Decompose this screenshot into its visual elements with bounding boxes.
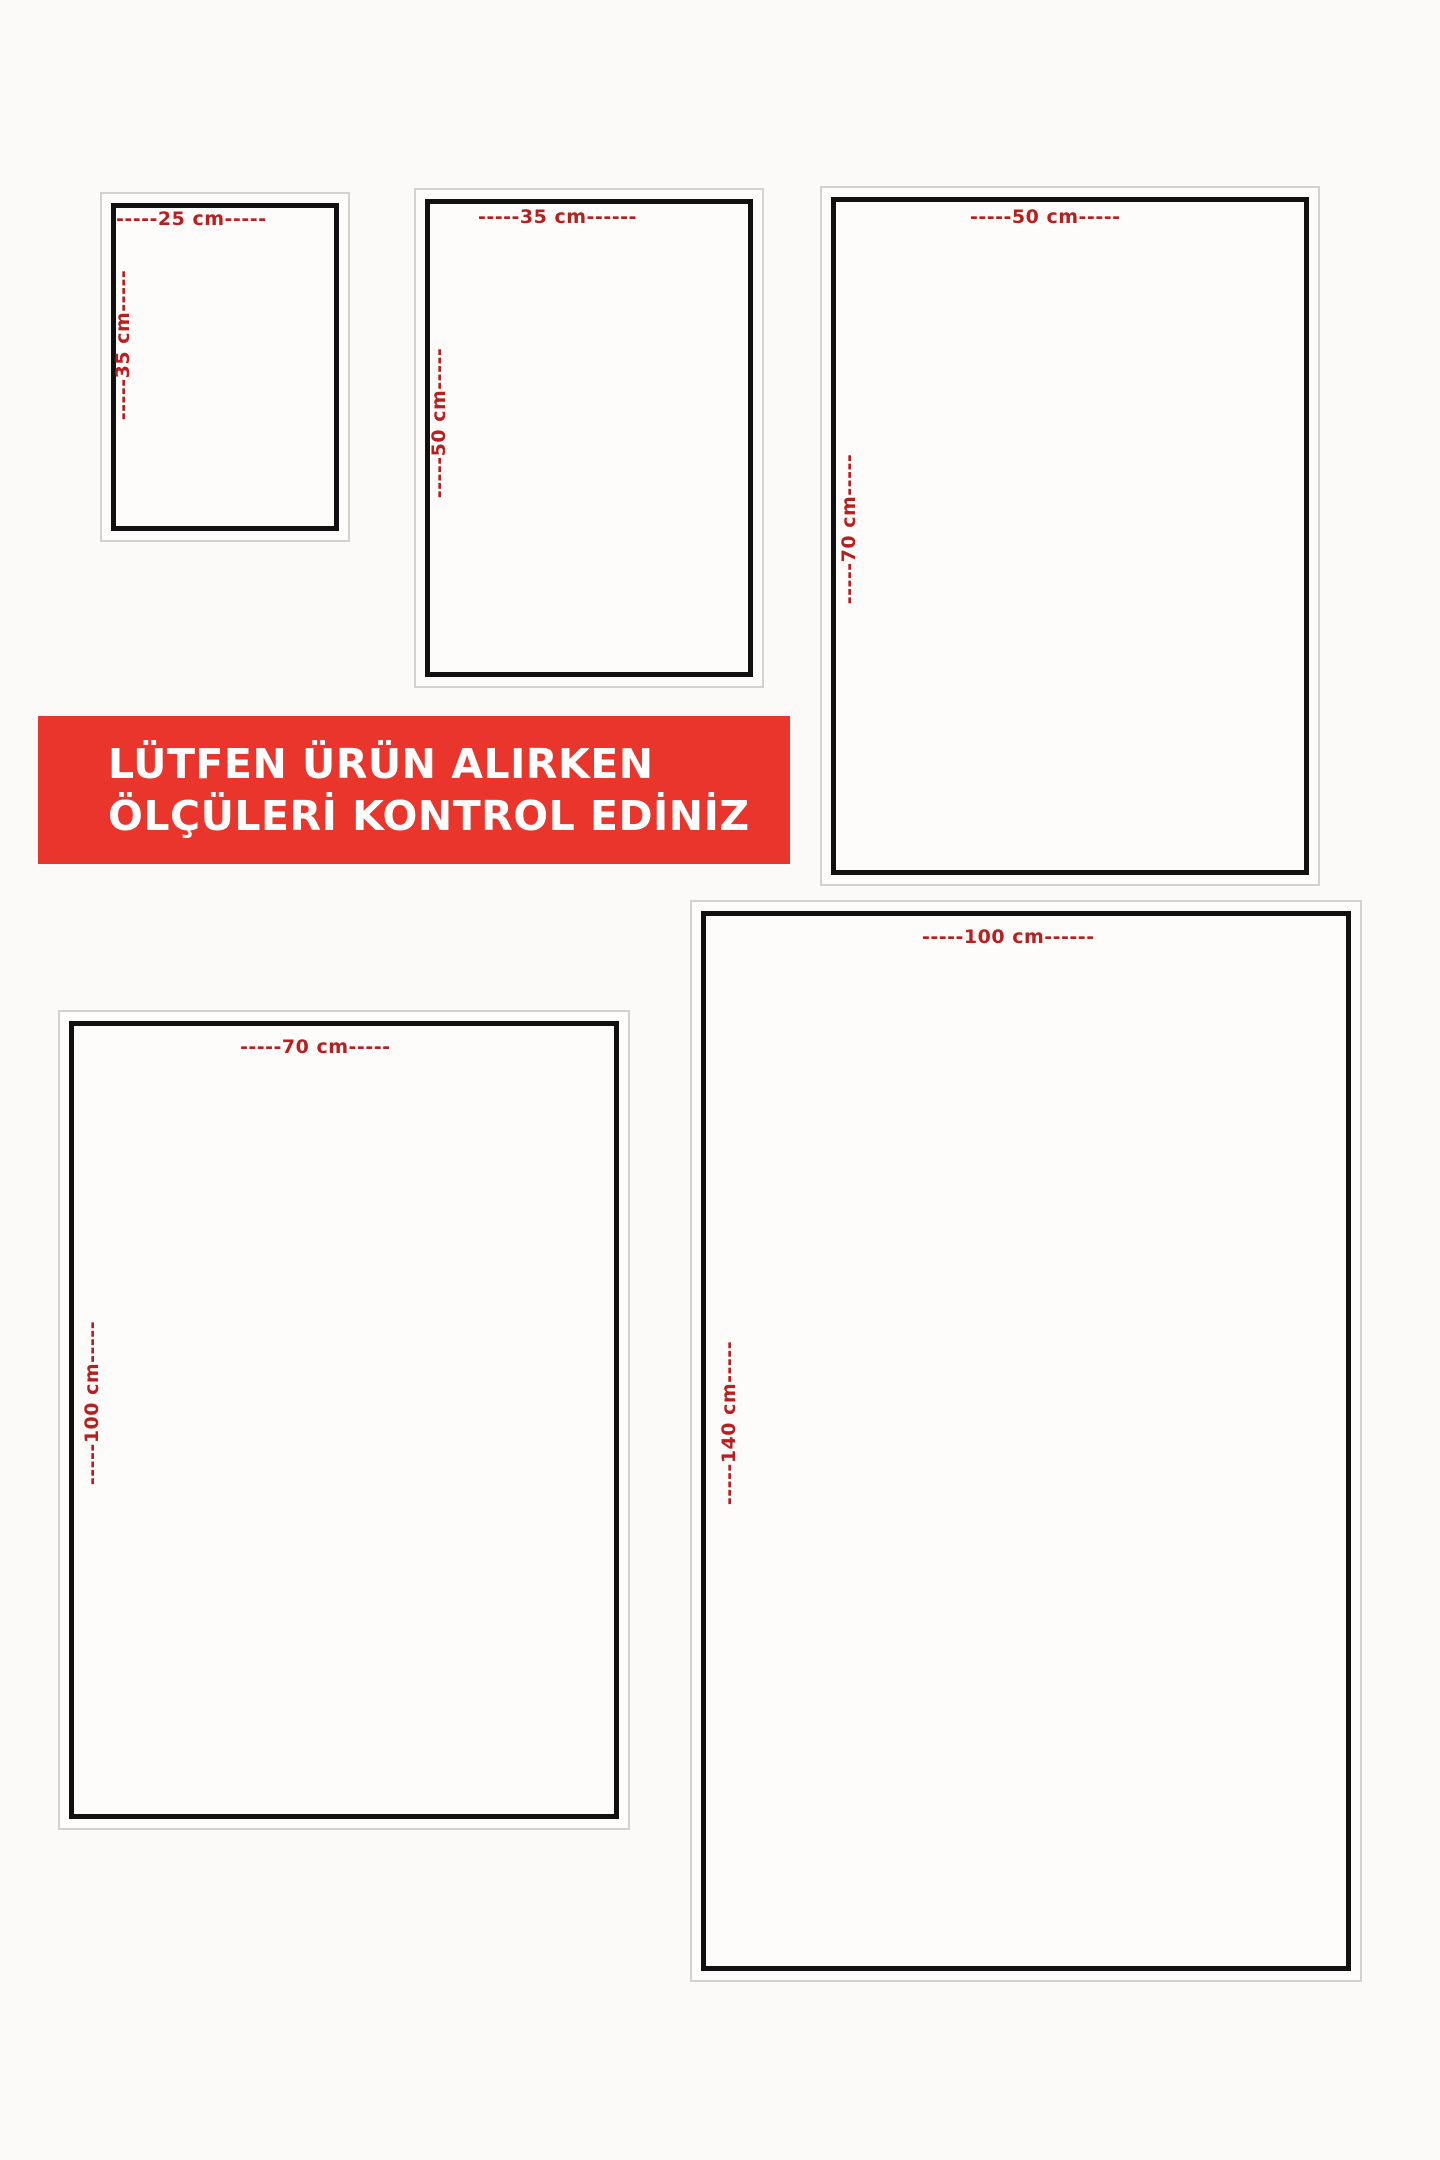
- warning-banner: [38, 716, 790, 864]
- frame-25x35-height-label: -----35 cm-----: [112, 269, 134, 421]
- frame-70x100: [58, 1010, 630, 1830]
- frame-100x140-height-label: -----140 cm-----: [718, 1340, 740, 1506]
- frame-35x50-height-label: -----50 cm-----: [428, 347, 450, 499]
- warning-line-2: ÖLÇÜLERİ KONTROL EDİNİZ: [108, 792, 750, 840]
- frame-25x35-width-label: -----25 cm-----: [116, 208, 267, 230]
- frame-70x100-inner: [69, 1021, 619, 1819]
- frame-25x35: [100, 192, 350, 542]
- frame-50x70: [820, 186, 1320, 886]
- frame-50x70-width-label: -----50 cm-----: [970, 206, 1121, 228]
- frame-35x50-width-label: -----35 cm------: [478, 206, 637, 228]
- frame-50x70-inner: [831, 197, 1309, 875]
- frame-35x50-inner: [425, 199, 753, 677]
- frame-100x140-inner: [701, 911, 1351, 1971]
- frame-70x100-height-label: -----100 cm-----: [81, 1320, 103, 1486]
- frame-70x100-width-label: -----70 cm-----: [240, 1036, 391, 1058]
- frame-25x35-inner: [111, 203, 339, 531]
- frame-35x50: [414, 188, 764, 688]
- frame-50x70-height-label: -----70 cm-----: [838, 453, 860, 605]
- frame-100x140-width-label: -----100 cm------: [922, 926, 1095, 948]
- frame-100x140: [690, 900, 1362, 1982]
- warning-line-1: LÜTFEN ÜRÜN ALIRKEN: [108, 739, 654, 788]
